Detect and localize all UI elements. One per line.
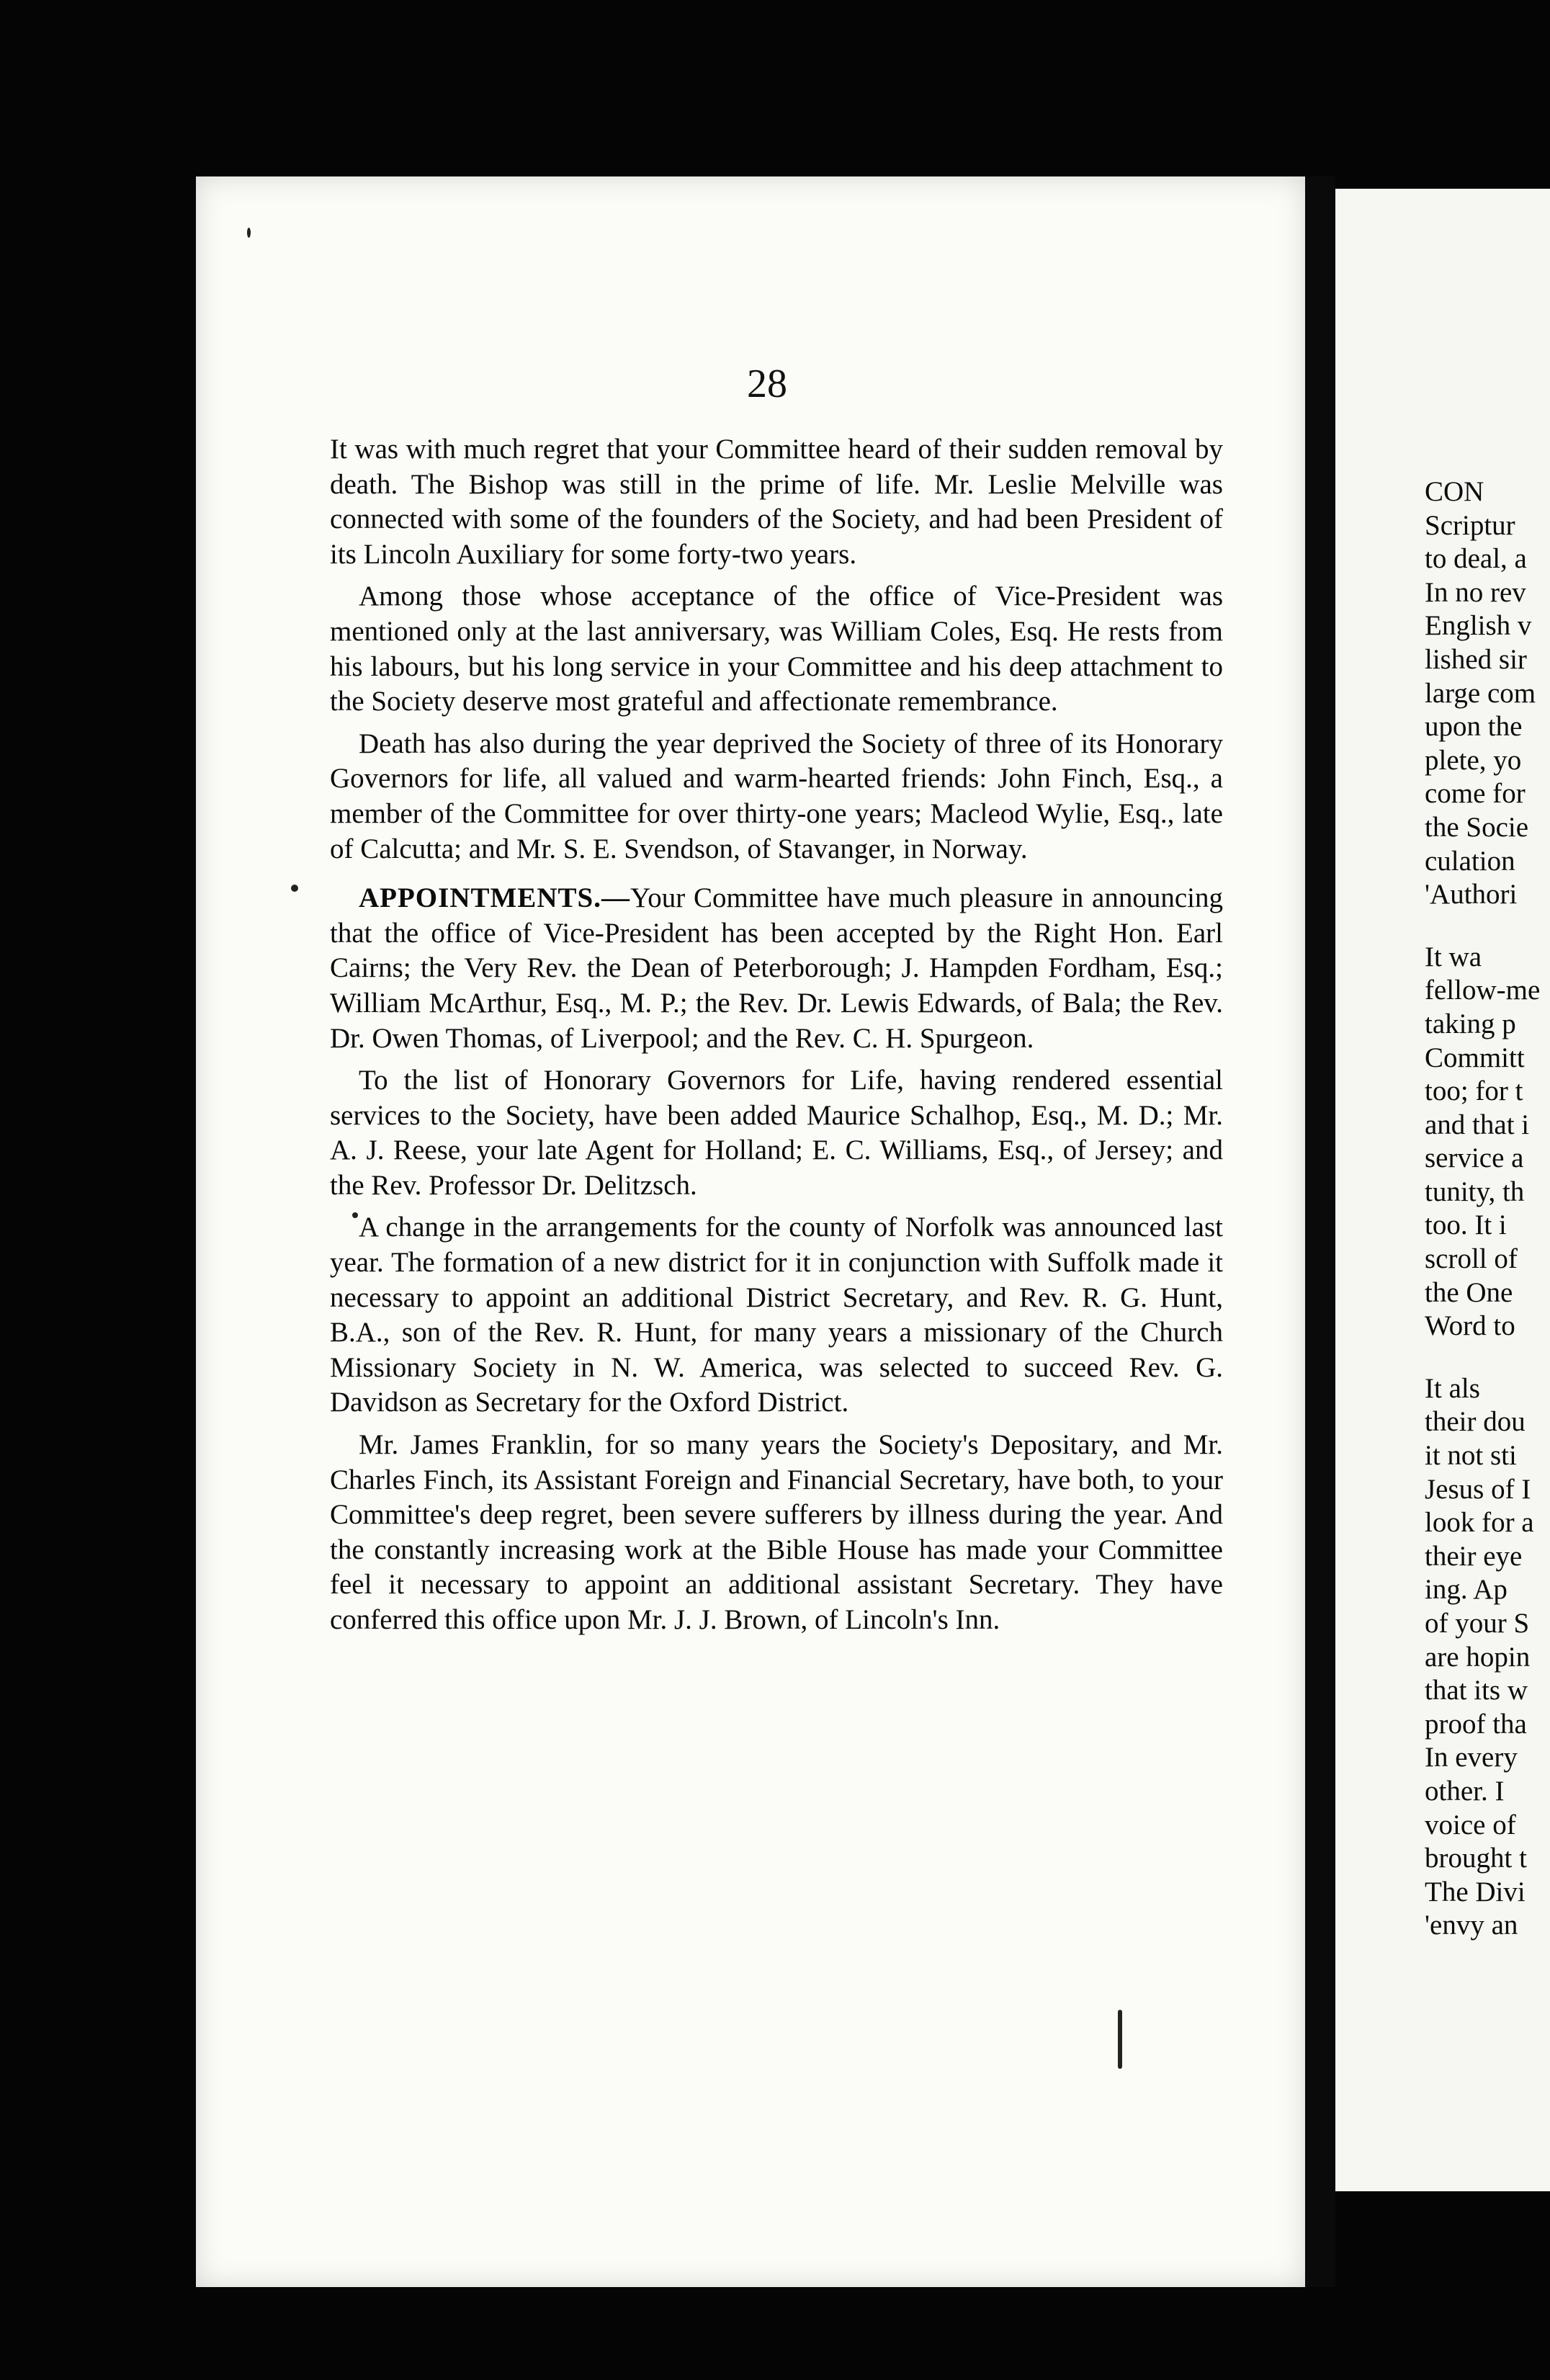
paragraph-honorary-governors-added: To the list of Honorary Governors for Life, having rendered essential services to the Society, have been added Maurice Schalhop, Esq., M. D.; Mr. A. J. Reese, your late Agent for Holland; E. C. Williams, Esq., of Jersey; and the Rev. Professor Dr. Delitzsch. (330, 1065, 1223, 1201)
right-page-line: Committ (1425, 1042, 1525, 1073)
right-page-line: 'envy an (1425, 1910, 1518, 1941)
right-page-line: voice of (1425, 1809, 1516, 1840)
right-page-line: plete, yo (1425, 744, 1522, 776)
right-page-line: scroll of (1425, 1243, 1518, 1275)
right-page-line: and that i (1425, 1109, 1530, 1140)
right-page-line: large com (1425, 677, 1536, 709)
film-scratch (1118, 2010, 1122, 2069)
right-page-line: come for (1425, 778, 1526, 810)
right-page-line: It wa (1425, 941, 1482, 972)
right-page-line: that its w (1425, 1675, 1528, 1706)
paragraph-gap (1425, 912, 1550, 941)
right-page-line: service a (1425, 1142, 1524, 1174)
page-number: 28 (747, 362, 787, 406)
right-page-line: too; for t (1425, 1075, 1523, 1107)
appointments-heading: APPOINTMENTS.— (359, 882, 630, 914)
right-page-line: brought t (1425, 1843, 1527, 1874)
right-page-line: their eye (1425, 1540, 1523, 1572)
right-page-line: it not sti (1425, 1440, 1517, 1472)
right-page-line: are hopin (1425, 1641, 1531, 1673)
right-page-line: The Divi (1425, 1876, 1526, 1907)
right-page-line: the Socie (1425, 811, 1529, 843)
right-page-line: proof tha (1425, 1708, 1527, 1740)
right-page-line: ing. Ap (1425, 1574, 1508, 1606)
right-page-line: Scriptur (1425, 509, 1515, 541)
paragraph-honorary-governors-death: Death has also during the year deprived the Society of three of its Honorary Governors for life, all valued and warm-hearted friends: John Finch, Esq., a member of the Committee for over thirty-one years; Macleod Wylie, Esq., late of Calcutta; and Mr. S. E. Svendson, of Stavanger, in Norway. (330, 728, 1223, 864)
right-page-line: of your S (1425, 1608, 1530, 1639)
right-page-line: It als (1425, 1372, 1480, 1404)
right-page-line: CON (1425, 476, 1484, 507)
book-gutter (1305, 176, 1335, 2287)
right-page-line: Jesus of I (1425, 1473, 1531, 1505)
left-page-text (330, 432, 1223, 1645)
paragraph-norfolk-district: A change in the arrangements for the county of Norfolk was announced last year. The formation of a new district for it in conjunction with Suffolk made it necessary to appoint an additional District Secretary, and Rev. R. G. Hunt, B.A., son of the Rev. R. Hunt, for many years a missionary of the Church Missionary Society in N. W. America, was selected to succeed Rev. G. Davidson as Secretary for the Oxford District. (330, 1212, 1223, 1418)
right-page-line: taking p (1425, 1008, 1516, 1039)
right-page-line: look for a (1425, 1507, 1534, 1539)
paragraph-gap (1425, 1343, 1550, 1372)
right-page-line: In no rev (1425, 576, 1526, 608)
right-page-line: to deal, a (1425, 543, 1527, 575)
film-speck (247, 228, 251, 238)
right-page-line: other. I (1425, 1775, 1505, 1807)
paragraph-committee-regret: It was with much regret that your Committee heard of their sudden removal by death. The Bishop was still in the prime of life. Mr. Leslie Melville was connected with some of the founders of the Society, and had been President of its Lincoln Auxiliary for some forty-two years. (330, 434, 1223, 570)
film-speck (291, 885, 298, 892)
right-page-line: 'Authori (1425, 879, 1518, 911)
right-page-line: lished sir (1425, 643, 1527, 675)
paragraph-appointments (330, 881, 1223, 1056)
right-page-line: upon the (1425, 711, 1523, 743)
right-page-line: fellow-me (1425, 975, 1541, 1006)
right-page-line: culation (1425, 845, 1515, 877)
right-page-line: the One (1425, 1276, 1513, 1308)
appointments-text: Your Committee have much pleasure in announcing that the office of Vice-President has been accepted by the Right Hon. Earl Cairns; the Very Rev. the Dean of Peterborough; J. Hampden Fordham, Esq.; William McArthur, Esq., M. P.; the Rev. Dr. Lewis Edwards, of Bala; the Rev. Dr. Owen Thomas, of Liverpool; and the Rev. C. H. Spurgeon. (330, 882, 1223, 1054)
right-page-line: tunity, th (1425, 1176, 1525, 1207)
right-page-text (1425, 475, 1550, 1943)
right-page-line: their dou (1425, 1406, 1526, 1438)
right-page-line: English v (1425, 610, 1532, 642)
paragraph-william-coles: Among those whose acceptance of the office of Vice-President was mentioned only at the last anniversary, was William Coles, Esq. He rests from his labours, but his long service in your Committee and his deep attachment to the Society deserve most grateful and affectionate remembrance. (330, 581, 1223, 717)
film-speck (352, 1212, 358, 1218)
paragraph-staff-changes: Mr. James Franklin, for so many years the Society's Depositary, and Mr. Charles Finch, its Assistant Foreign and Financial Secretary, have both, to your Committee's deep regret, been severe sufferers by illness during the year. And the constantly increasing work at the Bible House has made your Committee feel it necessary to appoint an additional assistant Secretary. They have conferred this office upon Mr. J. J. Brown, of Lincoln's Inn. (330, 1429, 1223, 1635)
right-page-line: In every (1425, 1742, 1518, 1773)
right-page-line: Word to (1425, 1310, 1515, 1342)
right-page-line: too. It i (1425, 1209, 1507, 1241)
